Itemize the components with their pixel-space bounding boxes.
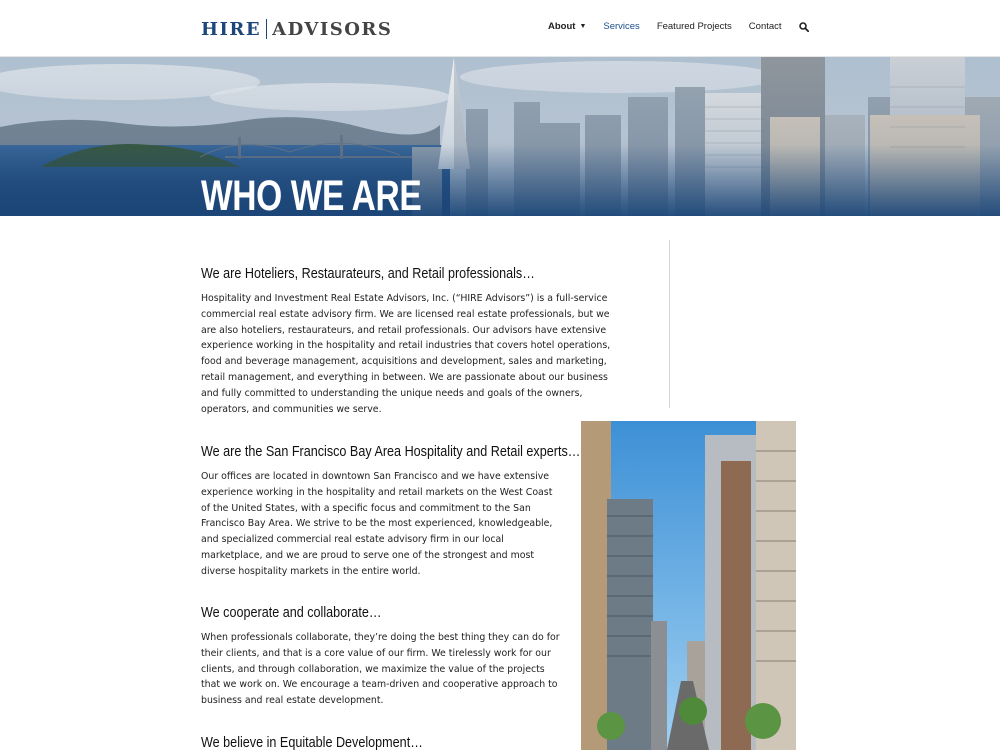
main-nav	[548, 21, 809, 32]
section-heading: We are Hoteliers, Restaurateurs, and Retail professionals…	[201, 265, 535, 282]
section-collaborate	[201, 604, 561, 709]
hero-banner	[0, 57, 1000, 216]
logo-divider	[266, 19, 267, 39]
column-divider	[669, 240, 670, 408]
logo[interactable]	[201, 16, 392, 42]
logo-advisors-text: ADVISORS	[272, 18, 393, 40]
logo-hire-text: HIRE	[201, 18, 262, 40]
section-heading: We believe in Equitable Development…	[201, 734, 423, 750]
nav-about[interactable]	[548, 21, 586, 32]
nav-services[interactable]: Services	[603, 21, 640, 32]
section-body: When professionals collaborate, they’re doing the best thing they can do for their clients, and that is a core value of our firm. We tirelessly work for our clients, and through collaboration, we maximize the value of the projects that we work on. We encourage a team-driven and cooperative approach to business and real estate development.	[201, 632, 560, 707]
section-heading: We cooperate and collaborate…	[201, 604, 382, 621]
nav-about-label: About	[548, 21, 576, 32]
search-icon[interactable]	[799, 22, 809, 32]
page-title: WHO WE ARE	[201, 172, 422, 216]
nav-featured-projects[interactable]: Featured Projects	[656, 21, 732, 32]
section-hoteliers	[201, 265, 616, 417]
street-photo-image	[581, 421, 796, 750]
street-photo	[581, 421, 796, 750]
nav-contact[interactable]: Contact	[748, 21, 782, 32]
section-body: Our offices are located in downtown San Francisco and we have extensive experience working in the hospitality and retail markets on the West Coast of the United States, with a specific focus and commitment to the San Francisco Bay Area. We strive to be the most experienced, knowledgeable, and specialized commercial real estate advisory firm in our local marketplace, and we are proud to serve one of the strongest and most diverse hospitality markets in the entire world.	[201, 471, 553, 577]
section-heading: We are the San Francisco Bay Area Hospitality and Retail experts…	[201, 443, 581, 460]
hero-skyline-image	[0, 57, 1000, 216]
chevron-down-icon: ▼	[579, 23, 587, 30]
site-header	[0, 0, 1000, 57]
section-body: Hospitality and Investment Real Estate Advisors, Inc. (“HIRE Advisors”) is a full-service commercial real estate advisory firm. We are licensed real estate professionals, but we are also hoteliers, restaurateurs, and retail professionals. Our advisors have extensive experience working in the hospitality and retail industries that covers hotel operations, food and beverage management, acquisitions and development, sales and marketing, retail management, and everything in between. We are passionate about our business and fully committed to understanding the unique needs and goals of the owners, operators, and communities we serve.	[201, 293, 611, 415]
section-equitable-development	[201, 734, 561, 750]
section-bay-area	[201, 443, 581, 580]
